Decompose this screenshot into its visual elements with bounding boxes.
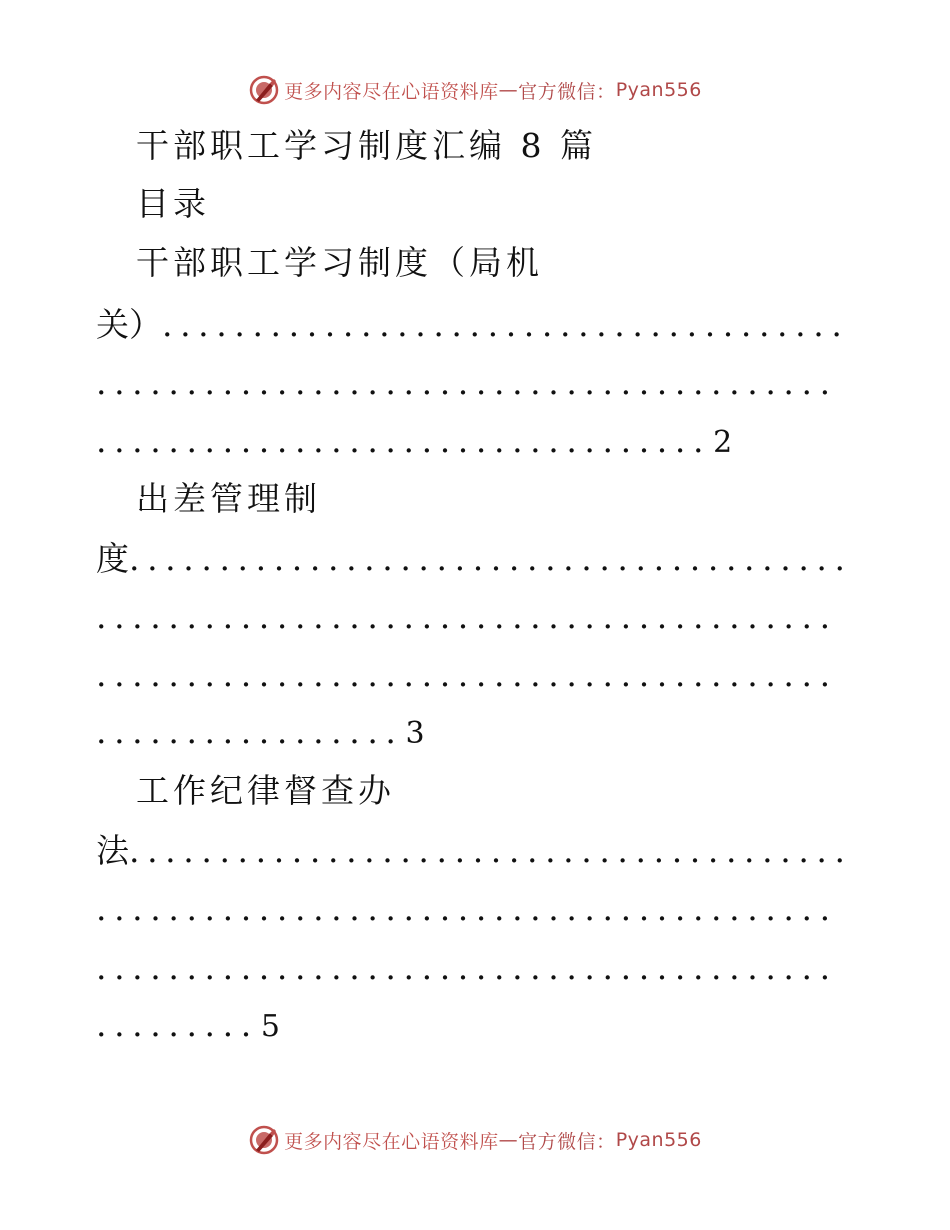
toc-entry-3-title-line1: 工作纪律督查办 <box>136 771 395 810</box>
watermark-wechat-id: Pyan556 <box>615 79 702 101</box>
watermark-text: 更多内容尽在心语资料库 <box>284 80 499 103</box>
toc-entry-2-leader-end: .................3 <box>96 712 425 751</box>
pen-logo-icon <box>248 1124 280 1156</box>
toc-entry-1-title-end: 关） <box>96 305 162 344</box>
toc-entry-1-page: 2 <box>713 425 733 460</box>
toc-entry-3-leader-end: .........5 <box>96 1005 280 1044</box>
toc-entry-3-leader-b: ......................................... <box>96 948 838 987</box>
watermark-dash: — <box>498 79 519 101</box>
watermark-wechat-label: 官方微信： <box>518 1130 616 1153</box>
watermark-wechat-id: Pyan556 <box>615 1129 702 1151</box>
toc-heading: 目录 <box>136 184 210 223</box>
watermark-text: 更多内容尽在心语资料库 <box>284 1130 499 1153</box>
toc-entry-2-leader-b: ......................................... <box>96 655 838 694</box>
toc-entry-1-title-line2: 关）...................................... <box>96 305 850 344</box>
toc-entry-3-leader-a: ......................................... <box>96 889 838 928</box>
toc-entry-3-page: 5 <box>260 1009 280 1044</box>
toc-entry-2-leader-a: ......................................... <box>96 597 838 636</box>
watermark-banner-top <box>0 70 950 110</box>
pen-logo-icon <box>248 74 280 106</box>
watermark-banner-bottom <box>0 1120 950 1160</box>
watermark-dash: — <box>498 1129 519 1151</box>
toc-entry-2-title-line2: 度........................................ <box>96 539 853 578</box>
watermark-wechat-label: 官方微信： <box>518 80 616 103</box>
toc-entry-1-title-line1: 干部职工学习制度（局机 <box>136 243 543 282</box>
toc-entry-1-leader: ......................................... <box>96 363 838 402</box>
toc-entry-2-title-end: 度 <box>96 539 129 578</box>
toc-entry-2-page: 3 <box>405 716 425 751</box>
toc-entry-3-title-end: 法 <box>96 831 129 870</box>
toc-entry-1-leader-end: ..................................2 <box>96 421 733 460</box>
document-title: 干部职工学习制度汇编 8 篇 <box>136 126 597 165</box>
toc-entry-3-title-line2: 法........................................ <box>96 831 853 870</box>
toc-entry-2-title-line1: 出差管理制 <box>136 479 321 518</box>
